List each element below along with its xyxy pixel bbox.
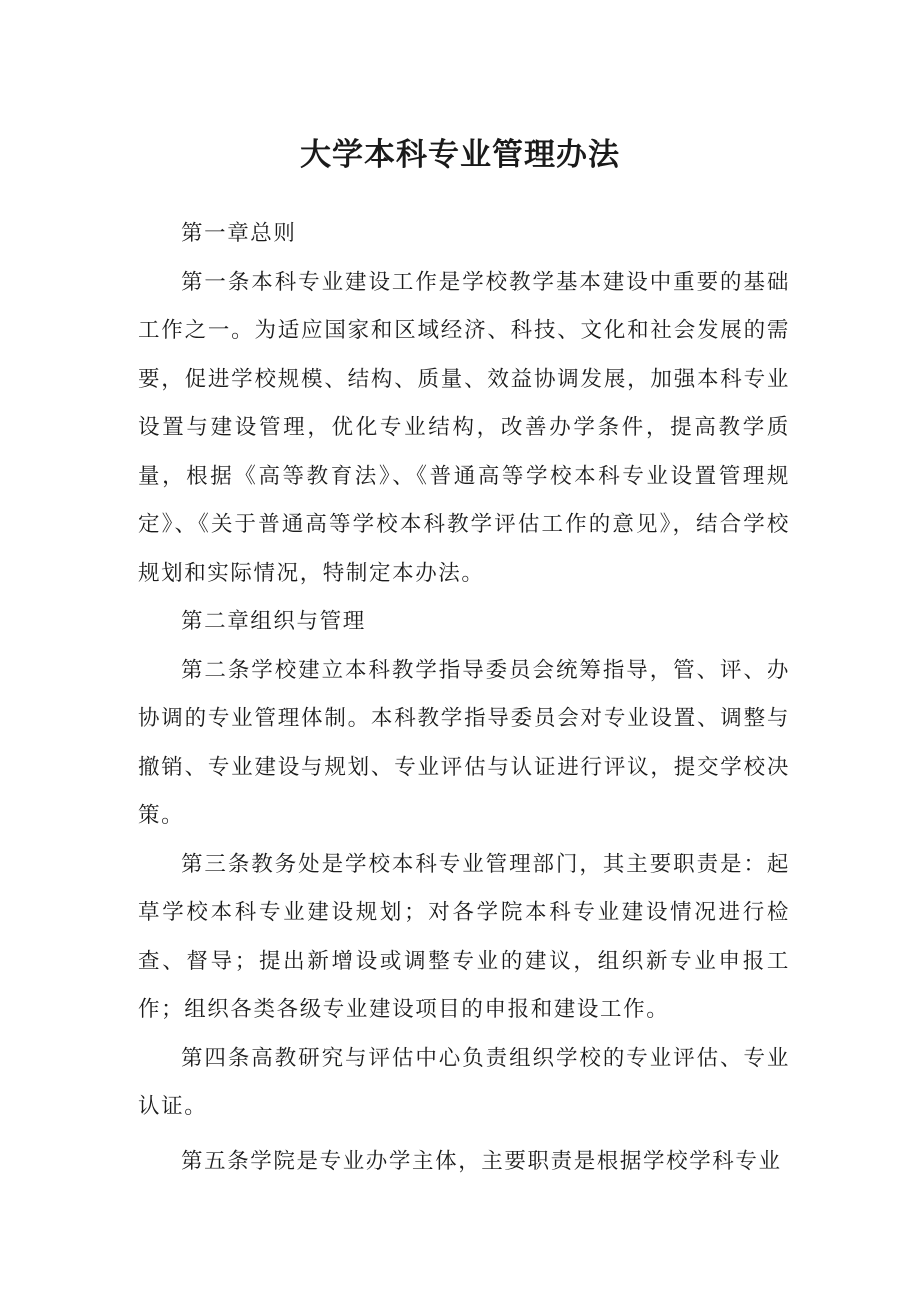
document-title: 大学本科专业管理办法 (300, 137, 620, 173)
document-body (138, 210, 790, 1186)
article-1: 第一条本科专业建设工作是学校教学基本建设中重要的基础工作之一。为适应国家和区域经济、科技、文化和社会发展的需要，促进学校规模、结构、质量、效益协调发展，加强本科专业设置与建设管理，优化专业结构，改善办学条件，提高教学质量，根据《高等教育法》、《普通高等学校本科专业设置管理规定》、《关于普通高等学校本科教学评估工作的意见》，结合学校规划和实际情况，特制定本办法。 (138, 269, 790, 586)
chapter-heading-2: 第二章组织与管理 (181, 609, 366, 634)
chapter-heading-1: 第一章总则 (181, 221, 297, 246)
article-5: 第五条学院是专业办学主体，主要职责是根据学校学科专业 (181, 1148, 782, 1174)
article-4: 第四条高教研究与评估中心负责组织学校的专业评估、专业认证。 (138, 1045, 790, 1119)
article-3: 第三条教务处是学校本科专业管理部门，其主要职责是：起草学校本科专业建设规划；对各学院本科专业建设情况进行检查、督导；提出新增设或调整专业的建议，组织新专业申报工作；组织各类各级专业建设项目的申报和建设工作。 (138, 851, 790, 1022)
article-2: 第二条学校建立本科教学指导委员会统筹指导，管、评、办协调的专业管理体制。本科教学指导委员会对专业设置、调整与撤销、专业建设与规划、专业评估与认证进行评议，提交学校决策。 (138, 657, 790, 828)
